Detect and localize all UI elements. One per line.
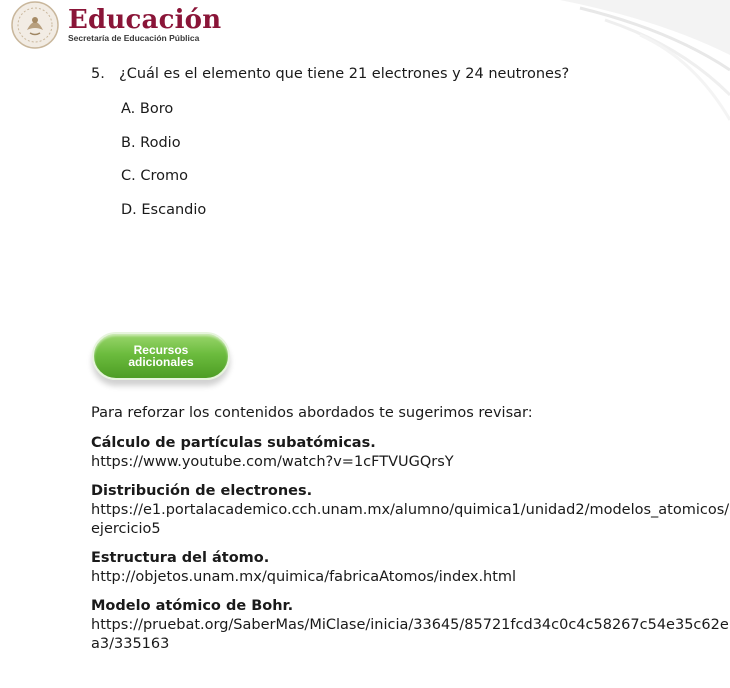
question-text: ¿Cuál es el elemento que tiene 21 electrones y 24 neutrones? [119, 66, 570, 82]
resource-link[interactable]: https://pruebat.org/SaberMas/MiClase/inicia/33645/85721fcd34c0c4c58267c54e35c62ea3/335163 [91, 617, 729, 652]
resource-item [91, 597, 730, 654]
option-a: A. Boro [121, 101, 174, 117]
resource-item [91, 549, 730, 587]
resources-intro: Para reforzar los contenidos abordados te sugerimos revisar: [91, 405, 533, 421]
resources-section [91, 404, 730, 664]
brand-title: Educación [68, 5, 222, 36]
resource-title: Modelo atómico de Bohr. [91, 598, 294, 614]
option-c: C. Cromo [121, 168, 188, 184]
national-seal-icon [10, 0, 60, 50]
option-b: B. Rodio [121, 134, 181, 151]
badge-line-2: adicionales [128, 355, 194, 369]
resource-link[interactable]: https://www.youtube.com/watch?v=1cFTVUGQrsY [91, 454, 454, 470]
resource-item [91, 434, 730, 472]
resource-link[interactable]: https://e1.portalacademico.cch.unam.mx/alumno/quimica1/unidad2/modelos_atomicos/ejercicio5 [91, 502, 730, 537]
resource-title: Cálculo de partículas subatómicas. [91, 435, 376, 451]
option-d: D. Escandio [121, 201, 207, 218]
question [91, 66, 569, 82]
brand-subtitle: Secretaría de Educación Pública [68, 33, 200, 44]
question-number: 5. [91, 66, 105, 82]
resource-title: Estructura del átomo. [91, 550, 270, 566]
resource-item [91, 482, 730, 539]
resource-title: Distribución de electrones. [91, 483, 313, 499]
badge-line-1: Recursos [133, 343, 189, 357]
header [10, 0, 221, 50]
answer-options [121, 100, 206, 234]
header-decoration [430, 0, 730, 130]
additional-resources-badge [92, 332, 230, 380]
resource-link[interactable]: http://objetos.unam.mx/quimica/fabricaAtomos/index.html [91, 569, 517, 585]
